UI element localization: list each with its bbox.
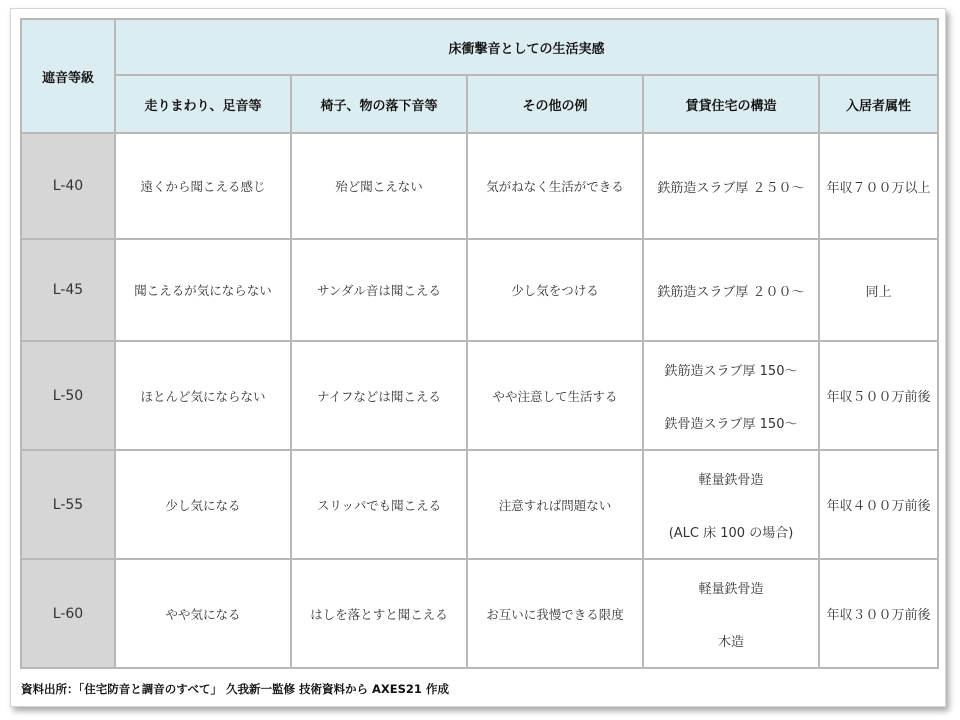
structure-cell	[643, 450, 819, 559]
structure-cell	[643, 341, 819, 450]
other-cell: 注意すれば問題ない	[467, 450, 643, 559]
falling-cell: サンダル音は聞こえる	[291, 239, 467, 341]
running-cell: やや気になる	[115, 559, 291, 668]
structure-cell: 鉄筋造スラブ厚 ２５０～	[643, 133, 819, 239]
header-structure: 賃貸住宅の構造	[643, 75, 819, 133]
grade-cell: L-40	[21, 133, 115, 239]
structure-line: 鉄骨造スラブ厚 150～	[664, 416, 798, 432]
source-note: 資料出所：「住宅防音と調音のすべて」 久我新一監修 技術資料から AXES21 作成	[21, 682, 449, 696]
grade-cell: L-55	[21, 450, 115, 559]
other-cell: やや注意して生活する	[467, 341, 643, 450]
structure-cell: 鉄筋造スラブ厚 ２００～	[643, 239, 819, 341]
tenant-cell: 年収４００万前後	[819, 450, 938, 559]
header-other: その他の例	[467, 75, 643, 133]
header-group: 床衝撃音としての生活実感	[115, 19, 938, 75]
tenant-cell: 年収５００万前後	[819, 341, 938, 450]
header-running: 走りまわり、足音等	[115, 75, 291, 133]
structure-line: 鉄筋造スラブ厚 150～	[664, 363, 798, 379]
tenant-cell: 年収７００万以上	[819, 133, 938, 239]
tenant-cell: 年収３００万前後	[819, 559, 938, 668]
table-row	[21, 133, 938, 239]
structure-line: 軽量鉄骨造	[698, 581, 764, 597]
structure-line: 軽量鉄骨造	[698, 472, 764, 488]
header-tenant: 入居者属性	[819, 75, 938, 133]
other-cell: お互いに我慢できる限度	[467, 559, 643, 668]
tenant-cell: 同上	[819, 239, 938, 341]
running-cell: 遠くから聞こえる感じ	[115, 133, 291, 239]
header-falling: 椅子、物の落下音等	[291, 75, 467, 133]
running-cell: ほとんど気にならない	[115, 341, 291, 450]
table-row	[21, 239, 938, 341]
other-cell: 気がねなく生活ができる	[467, 133, 643, 239]
running-cell: 聞こえるが気にならない	[115, 239, 291, 341]
falling-cell: はしを落とすと聞こえる	[291, 559, 467, 668]
table-row	[21, 341, 938, 450]
table-row	[21, 559, 938, 668]
sound-insulation-table	[20, 18, 939, 669]
header-grade: 遮音等級	[21, 19, 115, 133]
grade-cell: L-60	[21, 559, 115, 668]
falling-cell: ナイフなどは聞こえる	[291, 341, 467, 450]
grade-cell: L-45	[21, 239, 115, 341]
slide-frame	[10, 8, 946, 707]
structure-line: (ALC 床 100 の場合)	[668, 525, 794, 541]
table-row	[21, 450, 938, 559]
running-cell: 少し気になる	[115, 450, 291, 559]
grade-cell: L-50	[21, 341, 115, 450]
structure-line: 木造	[717, 634, 744, 650]
structure-cell	[643, 559, 819, 668]
other-cell: 少し気をつける	[467, 239, 643, 341]
falling-cell: スリッパでも聞こえる	[291, 450, 467, 559]
falling-cell: 殆ど聞こえない	[291, 133, 467, 239]
